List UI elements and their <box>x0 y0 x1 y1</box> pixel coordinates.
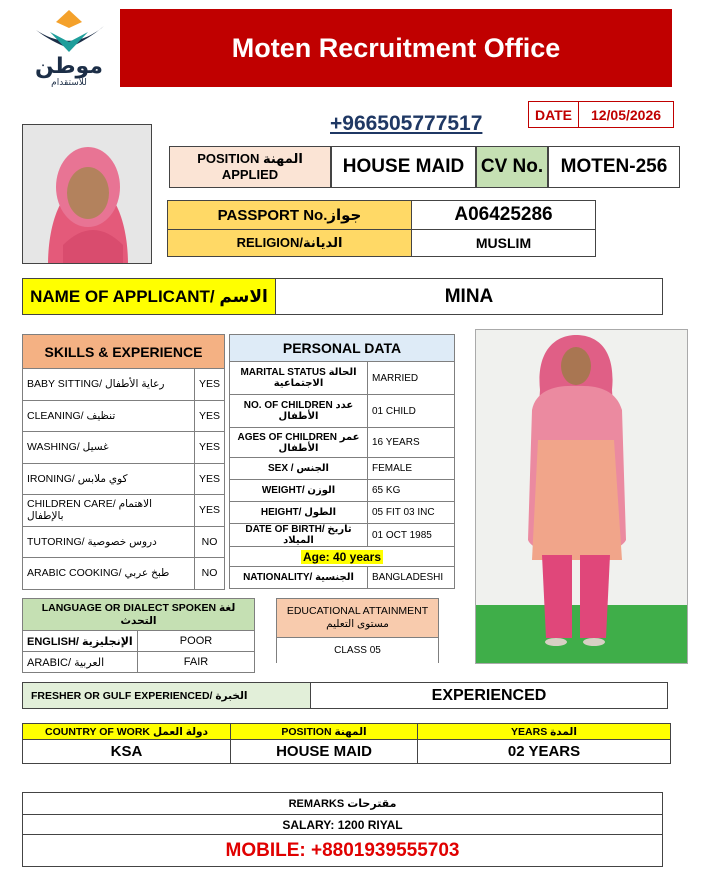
skill-label: ARABIC COOKING/ طبخ عربي <box>23 558 195 590</box>
personal-value: 01 OCT 1985 <box>368 524 455 547</box>
personal-label: AGES OF CHILDREN عمر الأطفال <box>230 428 368 458</box>
personal-label: HEIGHT/ الطول <box>230 502 368 524</box>
position-value: HOUSE MAID <box>331 146 476 188</box>
language-label: ENGLISH/ الإنجليزية <box>23 631 138 652</box>
page-title: Moten Recruitment Office <box>120 9 672 87</box>
work-position: HOUSE MAID <box>231 740 418 764</box>
work-header-years: YEARS المدة <box>418 724 671 740</box>
work-header-country: COUNTRY OF WORK دولة العمل <box>23 724 231 740</box>
religion-label: RELIGION/الديانة <box>167 229 412 257</box>
personal-value: BANGLADESHI <box>368 567 455 589</box>
language-label: ARABIC/ العربية <box>23 652 138 673</box>
date-box <box>528 101 674 128</box>
skill-label: BABY SITTING/ رعاية الأطفال <box>23 369 195 401</box>
education-label: EDUCATIONAL ATTAINMENT مستوى التعليم <box>276 598 439 638</box>
skill-value: NO <box>194 558 224 590</box>
date-value: 12/05/2026 <box>590 106 662 123</box>
religion-value: MUSLIM <box>411 229 596 257</box>
applicant-name-label: NAME OF APPLICANT/ الاسم <box>22 278 276 315</box>
personal-value: 05 FIT 03 INC <box>368 502 455 524</box>
language-value: POOR <box>138 631 255 652</box>
personal-row <box>230 567 455 589</box>
work-header-position: POSITION المهنة <box>231 724 418 740</box>
personal-value: 65 KG <box>368 480 455 502</box>
logo-arabic-name: موطن <box>35 54 103 79</box>
skills-title: SKILLS & EXPERIENCE <box>23 335 225 369</box>
cv-number-value: MOTEN-256 <box>548 146 680 188</box>
skill-value: YES <box>194 495 224 527</box>
personal-value: FEMALE <box>368 458 455 480</box>
personal-label: NATIONALITY/ الجنسية <box>230 567 368 589</box>
skill-row <box>23 369 225 401</box>
personal-label: WEIGHT/ الوزن <box>230 480 368 502</box>
experience-label: FRESHER OR GULF EXPERIENCED/ الخبرة <box>22 682 311 709</box>
personal-row <box>230 395 455 428</box>
salary-text: SALARY: 1200 RIYAL <box>23 815 663 835</box>
skill-label: IRONING/ كوي ملابس <box>23 463 195 495</box>
personal-value: MARRIED <box>368 362 455 395</box>
cv-number-label: CV No. <box>476 146 548 188</box>
applicant-portrait-photo <box>22 124 152 264</box>
age-row <box>230 547 455 567</box>
skills-table <box>22 334 225 590</box>
personal-label: DATE OF BIRTH/ تاريخ الميلاد <box>230 524 368 547</box>
age-highlight: Age: 40 years <box>302 549 382 564</box>
personal-row <box>230 502 455 524</box>
skill-row <box>23 400 225 432</box>
skill-value: YES <box>194 432 224 464</box>
personal-data-table <box>229 334 455 589</box>
work-history-table <box>22 723 671 764</box>
skill-row <box>23 432 225 464</box>
language-title: LANGUAGE OR DIALECT SPOKEN لغة التحدث <box>23 599 255 631</box>
logo-arabic-subtitle: للاستقدام <box>51 78 87 88</box>
education-value: CLASS 05 <box>276 637 439 663</box>
position-label: POSITION المهنة APPLIED <box>169 146 331 188</box>
mobile-number[interactable]: MOBILE: +8801939555703 <box>23 835 663 867</box>
work-row <box>23 740 671 764</box>
personal-data-title: PERSONAL DATA <box>230 335 455 362</box>
office-phone-link[interactable]: +966505777517 <box>330 112 483 135</box>
language-table <box>22 598 255 673</box>
work-country: KSA <box>23 740 231 764</box>
position-row <box>169 146 680 188</box>
personal-row <box>230 458 455 480</box>
applicant-name-value: MINA <box>275 278 663 315</box>
remarks-table <box>22 792 663 867</box>
personal-value: 16 YEARS <box>368 428 455 458</box>
skill-value: YES <box>194 400 224 432</box>
remarks-title: REMARKS مقترحات <box>23 793 663 815</box>
skill-label: CLEANING/ تنظيف <box>23 400 195 432</box>
skill-row <box>23 558 225 590</box>
skill-label: WASHING/ غسيل <box>23 432 195 464</box>
personal-row <box>230 524 455 547</box>
company-logo <box>30 8 108 90</box>
personal-label: SEX / الجنس <box>230 458 368 480</box>
personal-row <box>230 362 455 395</box>
date-label: DATE <box>529 102 579 127</box>
skill-row <box>23 526 225 558</box>
passport-value: A06425286 <box>411 200 596 230</box>
personal-label: MARITAL STATUS الحالة الاجتماعية <box>230 362 368 395</box>
skill-value: YES <box>194 369 224 401</box>
skill-row <box>23 495 225 527</box>
applicant-full-photo <box>475 329 688 664</box>
language-value: FAIR <box>138 652 255 673</box>
language-row <box>23 631 255 652</box>
skill-label: TUTORING/ دروس خصوصية <box>23 526 195 558</box>
passport-label: PASSPORT No.جواز <box>167 200 412 230</box>
skill-value: YES <box>194 463 224 495</box>
language-row <box>23 652 255 673</box>
experience-value: EXPERIENCED <box>310 682 668 709</box>
skill-value: NO <box>194 526 224 558</box>
skill-row <box>23 463 225 495</box>
personal-label: NO. OF CHILDREN عدد الأطفال <box>230 395 368 428</box>
logo-mark-icon <box>30 8 108 56</box>
work-years: 02 YEARS <box>418 740 671 764</box>
skill-label: CHILDREN CARE/ الاهتمام بالإطفال <box>23 495 195 527</box>
personal-row <box>230 428 455 458</box>
personal-row <box>230 480 455 502</box>
personal-value: 01 CHILD <box>368 395 455 428</box>
